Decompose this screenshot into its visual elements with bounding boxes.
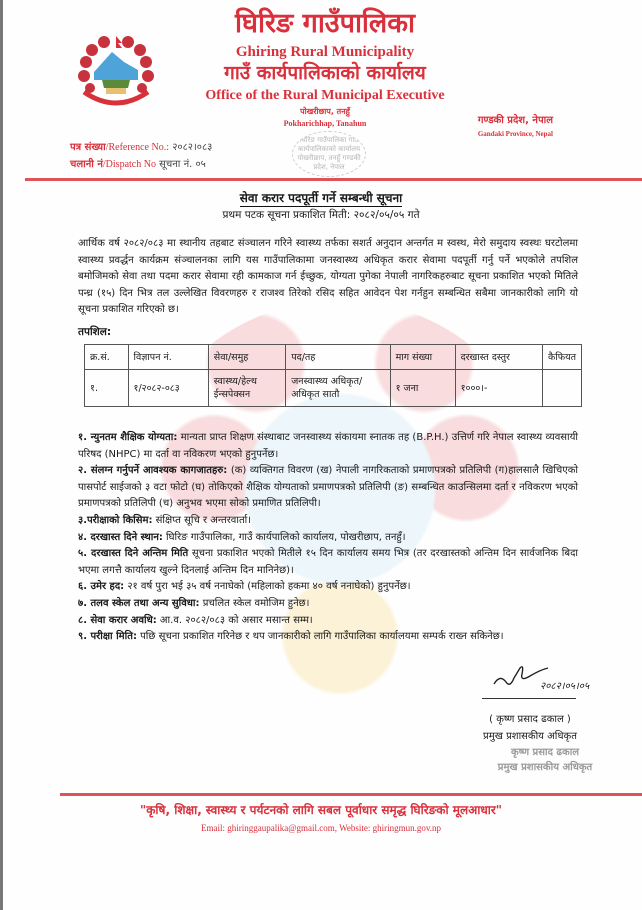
cell-remarks xyxy=(542,370,581,407)
col-header-ad-no: विज्ञापन नं. xyxy=(128,345,208,370)
notice-title-text: सेवा करार पदपूर्ती गर्ने सम्बन्धी सूचना xyxy=(239,191,403,205)
term-item xyxy=(78,613,578,630)
footer-contact: Email: ghiringgaupalika@gmail.com, Website: ghiringmun.gov.np xyxy=(200,823,442,833)
term-text: घिरिङ गाउँपालिका, गाउँ कार्यपालिको कार्यालय, पोखरीछाप, तनहुँ। xyxy=(162,531,406,543)
signatory-title: प्रमुख प्रशासकीय अधिकृत xyxy=(483,731,577,742)
office-stamp: घिरिङ गाउँपालिका गाउँ कार्यपालिकाको कार्यालय पोखरीछाप, तनहुँ गण्डकी प्रदेश, नेपाल xyxy=(292,131,366,177)
cell-post: जनस्वास्थ्य अधिकृत/ अधिकृत सातौ xyxy=(286,370,390,407)
cell-service: स्वास्थ्य/हेल्थ ईन्सपेक्सन xyxy=(208,370,285,407)
reference-value: २०८२।०८३ xyxy=(172,142,213,153)
term-item xyxy=(78,546,578,579)
term-item xyxy=(78,530,578,547)
table-row xyxy=(85,370,582,407)
term-item xyxy=(78,513,578,530)
col-header-remarks: कैफियत xyxy=(542,345,581,370)
notice-intro: आर्थिक वर्ष २०८२/०८३ मा स्थानीय तहबाट संञ्चालन गरिने स्वास्थ्य तर्फका सशर्त अनुदान अन्तर्गत म स्वस्थ, मेरो समुदाय स्वस्थः घरटोलमा स्वास्थ्य प्रवर्द्धन कार्यक्रम संञ्चालनका लागि यस गाउँपालिकामा जनस्वास्थ्य अधिकृत करार सेवामा पदपूर्ती गर्नु पर्ने भएकोले तपशिल बमोजिमको सेवा तथा पदमा करार सेवामा रही कामकाज गर्न ईच्छुक, योग्यता पुगेका नेपाली नागरिकहरुबाट सूचना प्रकाशित भएको मितिले पन्ध्र (१५) दिन भित्र तल उल्लेखित विवरणहरु र राजश्व तिरेको रसिद सहित आवेदन पेश गर्नहुन सम्बन्धित सबैमा जानकारीको लागि यो सूचना प्रकाशित गरिएको छ। xyxy=(78,238,578,315)
reference-number xyxy=(70,141,212,154)
signature-date: २०८२।०५।०५ xyxy=(540,681,590,692)
terms-list xyxy=(78,430,578,646)
term-label: ६. उमेर हद: xyxy=(78,581,125,593)
cell-fee: १०००।- xyxy=(455,370,542,407)
footer-slogan: "कृषि, शिक्षा, स्वास्थ्य र पर्यटनको लागि सबल पूर्वाधार समृद्ध घिरिङको मूलआधार" xyxy=(139,803,503,817)
cell-sn: १. xyxy=(85,370,129,407)
term-label: ५. दरखास्त दिने अन्तिम मिति xyxy=(78,548,189,560)
dispatch-label-en: /Dispatch No xyxy=(102,159,156,170)
municipality-name-np: घिरिङ गाउँपालिका xyxy=(235,8,415,39)
table-header-row xyxy=(85,345,582,370)
term-item xyxy=(78,596,578,613)
address-en: Pokharichhap, Tanahun xyxy=(283,119,367,128)
term-text: सूचना प्रकाशित भएको मितीले १५ दिन कार्यालय समय भित्र (तर दरखास्तको अन्तिम दिन सार्वजनिक बिदा भएमा लगत्तै कार्यालय खुल्ने दिनलाई अन्तिम दिन मानिनेछ)। xyxy=(78,548,578,576)
term-text: पछि सूचना प्रकाशित गरिनेछ र थप जानकारीको लागि गाउँपालिका कार्यालयमा सम्पर्क राख्न सकिनेछ। xyxy=(136,631,504,643)
term-label: ३.परीक्षाको किसिम: xyxy=(78,514,153,526)
dispatch-value: सूचना नं. ०५ xyxy=(159,159,206,170)
term-item xyxy=(78,579,578,596)
term-label: ८. सेवा करार अवधि: xyxy=(78,614,157,626)
footer-divider xyxy=(60,793,642,796)
col-header-post: पद/तह xyxy=(286,345,390,370)
term-text: आ.व. २०८२/०८३ को असार मसान्त सम्म। xyxy=(156,614,313,626)
notice-title xyxy=(0,190,642,206)
signature-line xyxy=(482,698,576,699)
term-text: प्रचलित स्केल वमोजिम हुनेछ। xyxy=(199,597,310,609)
term-label: १. न्युनतम शैक्षिक योग्यता: xyxy=(78,432,178,443)
col-header-fee: दरखास्त दस्तुर xyxy=(455,345,542,370)
term-label: ४. दरखास्त दिने स्थान: xyxy=(78,531,163,543)
details-label: तपशिल: xyxy=(78,326,112,338)
signatory-name: ( कृष्ण प्रसाद ढकाल ) xyxy=(489,714,571,725)
term-text: (क) व्यक्तिगत विवरण (ख) नेपाली नागरिकताको प्रमाणपत्रको प्रतिलिपी (ग)हालसालै खिचिएको पासपोर्ट साईजको ३ वटा फोटो (घ) तोकिएको शैक्षिक योग्यताको प्रमाणपत्रको प्रतिलिपी (ङ) सम्बन्धित काउन्सिलमा दर्ता र नविकरण भएको प्रमाणपत्रको प्रतिलिपी (च) अनुभव भएमा सोको प्रमाणित प्रतिलिपी। xyxy=(78,465,578,510)
header-divider xyxy=(25,178,642,181)
dispatch-number xyxy=(70,158,206,171)
term-item xyxy=(78,463,578,513)
dispatch-label-np: चलानी नं xyxy=(70,159,103,170)
term-label: २. संलग्न गर्नुपर्ने आवश्यक कागजातहरु: xyxy=(78,465,228,477)
term-text: संक्षिप्त सूचि र अन्तरवार्ता। xyxy=(152,514,252,526)
term-text: २१ वर्ष पुरा भई ३५ वर्ष ननाघेको (महिलाको हकमा ४० वर्ष ननाघेको) हुनुपर्नेछ। xyxy=(124,581,411,593)
vacancy-table xyxy=(84,344,582,407)
address-np: पोखरीछाप, तनहुँ xyxy=(300,107,350,116)
term-text: मान्यता प्राप्त शिक्षण संस्थाबाट जनस्वास्थ्य संकायमा स्नातक तह (B.P.H.) उत्तिर्ण गरि नेपाल स्वास्थ्य व्यवसायी परिषद (NHPC) मा दर्ता वा नविकरण भएको हुनुपर्नेछ। xyxy=(78,432,579,460)
col-header-demand: माग संख्या xyxy=(390,345,455,370)
title-stamp: प्रमुख प्रशासकीय अधिकृत xyxy=(497,762,593,773)
term-label: ९. परीक्षा मिति: xyxy=(78,631,137,643)
term-item xyxy=(78,629,578,646)
reference-label-en: /Reference No.: xyxy=(105,142,169,153)
province-en: Gandaki Province, Nepal xyxy=(477,130,553,138)
province-np: गण्डकी प्रदेश, नेपाल xyxy=(477,115,553,126)
cell-ad-no: १/२०८२-०८३ xyxy=(128,370,208,407)
scan-edge xyxy=(0,0,3,910)
name-stamp: कृष्ण प्रसाद ढकाल xyxy=(510,747,580,758)
reference-label-np: पत्र संख्या xyxy=(70,142,106,153)
office-name-en: Office of the Rural Municipal Executive xyxy=(205,88,445,103)
municipality-name-en: Ghiring Rural Municipality xyxy=(235,44,415,60)
cell-demand: १ जना xyxy=(390,370,455,407)
col-header-sn: क्र.सं. xyxy=(85,345,129,370)
term-label: ७. तलव स्केल तथा अन्य सुविधा: xyxy=(78,597,200,609)
term-item xyxy=(78,430,578,463)
office-name-np: गाउँ कार्यपालिकाको कार्यालय xyxy=(224,62,426,84)
col-header-service: सेवा/समुह xyxy=(208,345,285,370)
notice-published-date: प्रथम पटक सूचना प्रकाशित मिती: २०८२/०५/०५ गते xyxy=(222,209,420,221)
